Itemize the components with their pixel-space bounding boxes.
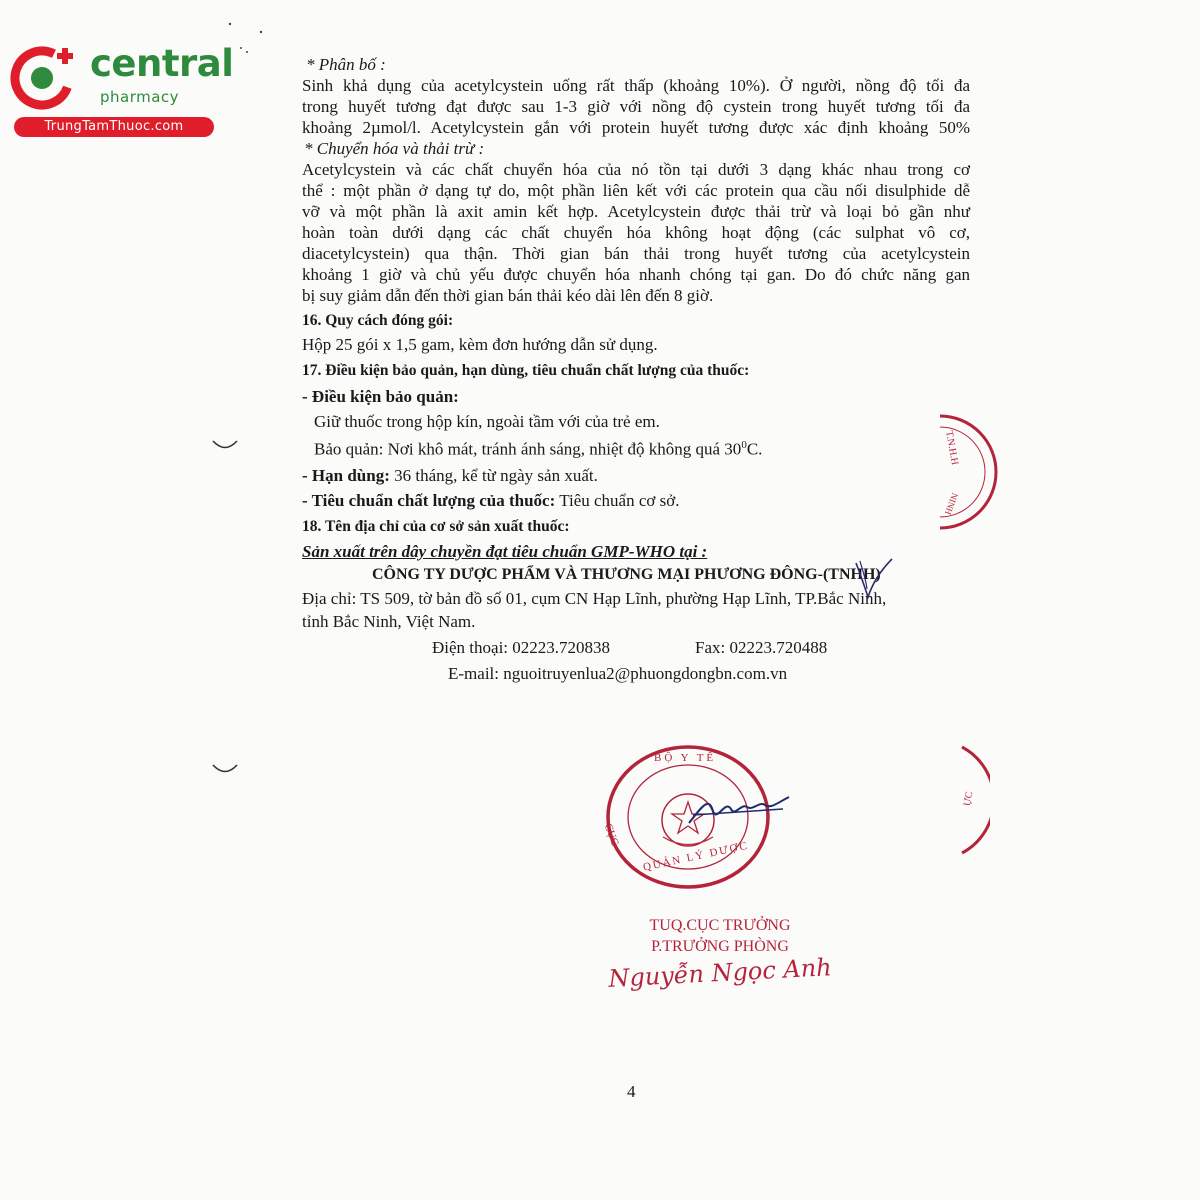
check-mark-scribble-icon [850, 555, 900, 605]
gmp-line: Sản xuất trên dây chuyền đạt tiêu chuẩn GMP-WHO tại : [302, 541, 708, 561]
section-16-heading: 16. Quy cách đóng gói: [302, 312, 454, 329]
side-stamp-text-top: T.N.H.H [943, 430, 960, 466]
side-stamp-text-low: ỰC [962, 790, 976, 807]
logo-subtitle: pharmacy [100, 88, 180, 106]
storage-degree-sup: 0 [741, 439, 747, 451]
seal-bottom-text: QUẢN LÝ DƯỢC [642, 839, 750, 874]
logo-mark-icon [10, 38, 90, 118]
shelf-life-value: 36 tháng, kể từ ngày sản xuất. [389, 465, 598, 485]
quality-value: Tiêu chuẩn cơ sở. [555, 490, 680, 510]
section-18-heading: 18. Tên địa chỉ của cơ sở sản xuất thuốc: [302, 517, 570, 535]
section-16-text: Hộp 25 gói x 1,5 gam, kèm đơn hướng dẫn sử dụng. [302, 335, 658, 354]
central-pharmacy-logo[interactable] [10, 38, 234, 138]
phan-bo-heading: * Phân bố : [306, 55, 386, 74]
phone-text: Điện thoại: 02223.720838 [432, 637, 611, 657]
address-line-1: Địa chỉ: TS 509, tờ bản đồ số 01, cụm CN Hạp Lĩnh, phường Hạp Lĩnh, TP.Bắc Ninh, [302, 588, 887, 608]
fax-text: Fax: 02223.720488 [695, 637, 828, 657]
contact-line [302, 637, 970, 658]
seal-left-text: CỤC [601, 822, 621, 848]
partial-company-stamp [940, 405, 1000, 540]
binder-hole-mark-icon [210, 762, 240, 778]
chuyen-hoa-line: bị suy giảm dẫn đến thời gian bán thải kéo dài lên đến 8 giờ. [302, 286, 714, 305]
side-stamp-text-bottom: NINH [942, 491, 960, 517]
signatory-title-1: TUQ.CỤC TRƯỞNG [649, 917, 791, 934]
chuyen-hoa-line: vỡ và một phần là axit amin kết hợp. Acetylcystein được thải trừ và loại bỏ gần như [302, 202, 970, 221]
phan-bo-line: trong huyết tương đạt được sau 1-3 giờ với nồng độ cystein trong huyết tương tối đa [302, 97, 970, 116]
section-17-heading: 17. Điều kiện bảo quản, hạn dùng, tiêu chuẩn chất lượng của thuốc: [302, 362, 750, 379]
storage-line-2-text: Bảo quản: Nơi khô mát, tránh ánh sáng, nhiệt độ không quá 30 [314, 439, 742, 459]
signatory-block [600, 915, 840, 993]
binder-hole-mark-icon [210, 438, 240, 454]
logo-website-banner[interactable]: TrungTamThuoc.com [14, 117, 214, 137]
address-line-2: tỉnh Bắc Ninh, Việt Nam. [302, 611, 476, 631]
quality-label: - Tiêu chuẩn chất lượng của thuốc: [302, 490, 556, 510]
storage-line-1: Giữ thuốc trong hộp kín, ngoài tầm với của trẻ em. [314, 412, 660, 431]
chuyen-hoa-line: Acetylcystein và các chất chuyển hóa của nó tồn tại dưới 3 dạng khác nhau trong cơ [302, 160, 970, 179]
seal-top-text: BỘ Y TẾ [654, 752, 717, 764]
phan-bo-line: Sinh khả dụng của acetylcystein uống rất thấp (khoảng 10%). Ở người, nồng độ tối đa [302, 76, 970, 95]
signatory-name: Nguyễn Ngọc Anh [607, 953, 833, 993]
chuyen-hoa-line: hoàn toàn dưới dạng các chất chuyển hóa không hoạt động (các sulphat vô cơ, [302, 223, 970, 242]
storage-label: - Điều kiện bảo quản: [302, 387, 459, 406]
shelf-life-line [302, 465, 970, 486]
company-name: CÔNG TY DƯỢC PHẨM VÀ THƯƠNG MẠI PHƯƠNG ĐÔNG-(TNHH) [372, 565, 881, 583]
handwritten-signature [685, 785, 795, 835]
signatory-title-2: P.TRƯỞNG PHÒNG [651, 938, 789, 955]
chuyen-hoa-line: thể : một phần ở dạng tự do, một phần liên kết với các protein qua cầu nối disulphide dễ [302, 181, 970, 200]
phan-bo-line: khoảng 2µmol/l. Acetylcystein gắn với protein huyết tương được xác định khoảng 50% [302, 118, 970, 137]
chuyen-hoa-line: diacetylcystein) qua thận. Thời gian bán thải trong huyết tương của acetylcystein [302, 244, 970, 263]
quality-line [302, 490, 970, 511]
shelf-life-label: - Hạn dùng: [302, 465, 390, 485]
page-number: 4 [627, 1082, 636, 1101]
email-text[interactable]: E-mail: nguoitruyenlua2@phuongdongbn.com.vn [448, 663, 788, 683]
chuyen-hoa-line: khoảng 1 giờ và chủ yếu được chuyển hóa nhanh chóng tại gan. Do đó chức năng gan [302, 265, 970, 284]
chuyen-hoa-heading: * Chuyển hóa và thải trừ : [304, 139, 485, 158]
logo-name: central [90, 42, 234, 85]
scan-speck-marks [225, 18, 275, 58]
storage-line-2 [302, 435, 970, 460]
storage-line-2-unit: C. [746, 439, 763, 459]
